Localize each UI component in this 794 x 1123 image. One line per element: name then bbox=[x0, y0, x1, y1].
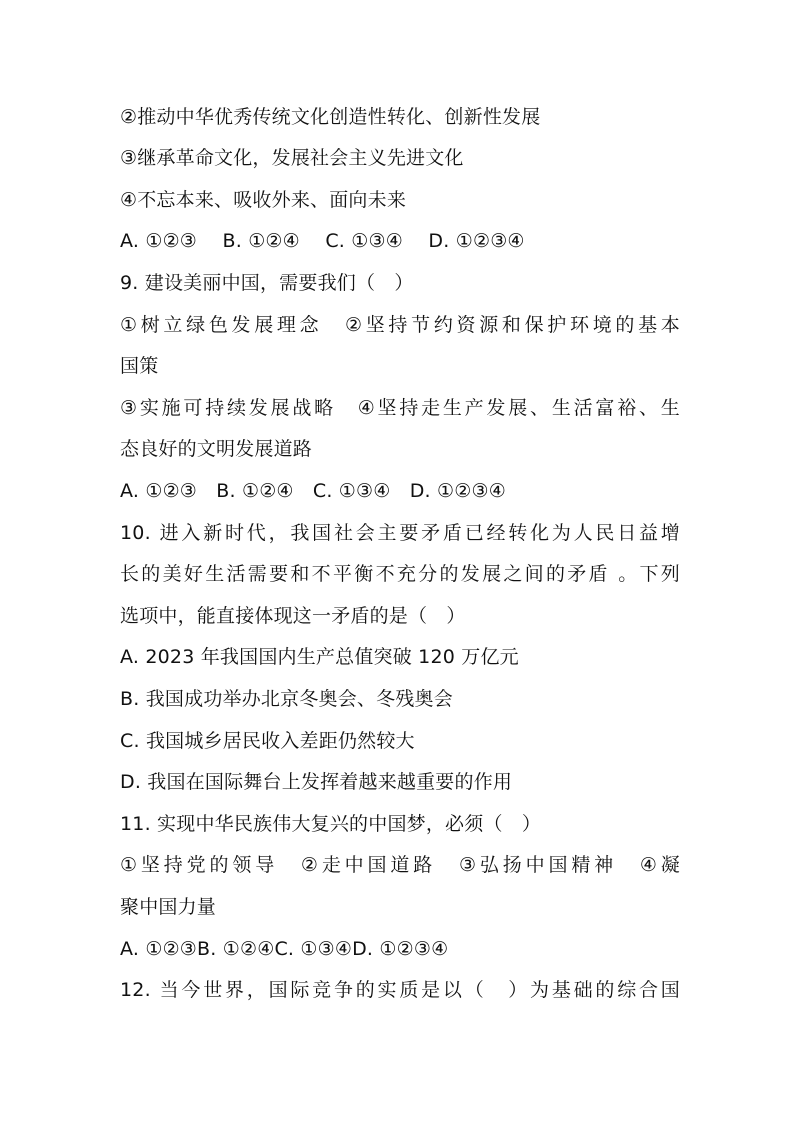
option-text: 国策 bbox=[120, 355, 159, 377]
question-11-stem: 11. 实现中华民族伟大复兴的中国梦，必须（ ） bbox=[120, 813, 542, 835]
option-text: 聚中国力量 bbox=[120, 896, 217, 918]
option-text: 态良好的文明发展道路 bbox=[120, 438, 313, 460]
question-12-stem: 12. 当今世界，国际竞争的实质是以（ ）为基础的综合国 bbox=[120, 979, 680, 1001]
choice-d: D. 我国在国际舞台上发挥着越来越重要的作用 bbox=[120, 771, 513, 793]
option-text: ①坚持党的领导 ②走中国道路 ③弘扬中国精神 ④凝 bbox=[120, 854, 680, 876]
option-text: ③实施可持续发展战略 ④坚持走生产发展、生活富裕、生 bbox=[120, 397, 680, 419]
option-text: ④不忘本来、吸收外来、面向未来 bbox=[120, 189, 407, 211]
answer-choices: A. ①②③ B. ①②④ C. ①③④ D. ①②③④ bbox=[120, 480, 506, 502]
question-9-stem: 9. 建设美丽中国，需要我们（ ） bbox=[120, 272, 414, 294]
question-10-stem: 长的美好生活需要和不平衡不充分的发展之间的矛盾 。下列 bbox=[120, 563, 680, 585]
option-text: ②推动中华优秀传统文化创造性转化、创新性发展 bbox=[120, 106, 541, 128]
answer-choices: A. ①②③ B. ①②④ C. ①③④ D. ①②③④ bbox=[120, 230, 525, 252]
choice-b: B. 我国成功举办北京冬奥会、冬残奥会 bbox=[120, 688, 453, 710]
option-text: ①树立绿色发展理念 ②坚持节约资源和保护环境的基本 bbox=[120, 314, 680, 336]
question-10-stem: 选项中，能直接体现这一矛盾的是（ ） bbox=[120, 605, 466, 627]
option-text: ③继承革命文化，发展社会主义先进文化 bbox=[120, 147, 464, 169]
choice-c: C. 我国城乡居民收入差距仍然较大 bbox=[120, 730, 415, 752]
question-10-stem: 10. 进入新时代，我国社会主要矛盾已经转化为人民日益增 bbox=[120, 522, 680, 544]
choice-a: A. 2023 年我国国内生产总值突破 120 万亿元 bbox=[120, 646, 519, 668]
answer-choices: A. ①②③B. ①②④C. ①③④D. ①②③④ bbox=[120, 938, 449, 960]
